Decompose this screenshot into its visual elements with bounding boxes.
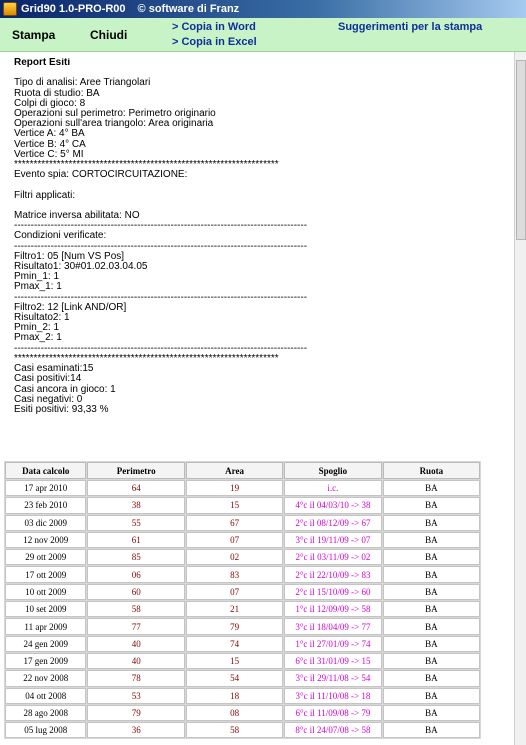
suggerimenti-link[interactable]: Suggerimenti per la stampa [338, 21, 483, 33]
cell-data-calcolo: 11 apr 2009 [5, 618, 86, 634]
cell-perimetro: 40 [87, 636, 184, 652]
cell-spoglio: 6°c il 11/09/08 -> 79 [284, 705, 381, 721]
cell-perimetro: 79 [87, 705, 184, 721]
cell-spoglio: 2°c il 08/12/09 -> 67 [284, 515, 381, 531]
table-row [5, 636, 480, 652]
cell-spoglio: 4°c il 04/03/10 -> 38 [284, 497, 381, 513]
cell-perimetro: 61 [87, 532, 184, 548]
cell-spoglio: 3°c il 29/11/08 -> 54 [284, 670, 381, 686]
table-row [5, 584, 480, 600]
cell-area: 21 [186, 601, 283, 617]
cell-area: 02 [186, 549, 283, 565]
cell-area: 79 [186, 618, 283, 634]
cell-data-calcolo: 10 ott 2009 [5, 584, 86, 600]
header-ruota: Ruota [383, 462, 480, 479]
cell-spoglio: 1°c il 27/01/09 -> 74 [284, 636, 381, 652]
cell-area: 19 [186, 480, 283, 496]
table-row [5, 688, 480, 704]
cell-area: 15 [186, 497, 283, 513]
cell-area: 08 [186, 705, 283, 721]
cell-spoglio: 3°c il 19/11/09 -> 07 [284, 532, 381, 548]
cell-area: 74 [186, 636, 283, 652]
cell-spoglio: 6°c il 31/01/09 -> 15 [284, 653, 381, 669]
table-row [5, 653, 480, 669]
cell-data-calcolo: 17 apr 2010 [5, 480, 86, 496]
results-table [4, 461, 481, 739]
window-subtitle: © software di Franz [137, 3, 240, 15]
table-row [5, 480, 480, 496]
cell-ruota: BA [383, 584, 480, 600]
cell-data-calcolo: 29 ott 2009 [5, 549, 86, 565]
cell-ruota: BA [383, 497, 480, 513]
cell-ruota: BA [383, 705, 480, 721]
menu-bar [0, 18, 526, 52]
cell-perimetro: 55 [87, 515, 184, 531]
cell-ruota: BA [383, 670, 480, 686]
cell-ruota: BA [383, 549, 480, 565]
table-row [5, 618, 480, 634]
app-icon [3, 2, 17, 16]
table-row [5, 705, 480, 721]
cell-area: 18 [186, 688, 283, 704]
table-row [5, 670, 480, 686]
cell-area: 58 [186, 722, 283, 738]
header-area: Area [186, 462, 283, 479]
cell-ruota: BA [383, 636, 480, 652]
cell-perimetro: 78 [87, 670, 184, 686]
cell-data-calcolo: 23 feb 2010 [5, 497, 86, 513]
cell-spoglio: i.c. [284, 480, 381, 496]
cell-perimetro: 53 [87, 688, 184, 704]
table-row [5, 532, 480, 548]
cell-spoglio: 3°c il 11/10/08 -> 18 [284, 688, 381, 704]
cell-perimetro: 77 [87, 618, 184, 634]
table-row [5, 515, 480, 531]
cell-spoglio: 2°c il 15/10/09 -> 60 [284, 584, 381, 600]
cell-area: 15 [186, 653, 283, 669]
cell-perimetro: 58 [87, 601, 184, 617]
table-row [5, 566, 480, 582]
report-title: Report Esiti [14, 58, 71, 68]
table-row [5, 722, 480, 738]
cell-ruota: BA [383, 618, 480, 634]
copia-excel-link[interactable]: > Copia in Excel [172, 36, 257, 48]
cell-area: 67 [186, 515, 283, 531]
chiudi-button[interactable]: Chiudi [90, 28, 128, 42]
scrollbar-thumb[interactable] [516, 60, 526, 240]
cell-ruota: BA [383, 532, 480, 548]
cell-spoglio: 8°c il 24/07/08 -> 58 [284, 722, 381, 738]
header-spoglio: Spoglio [284, 462, 381, 479]
cell-perimetro: 85 [87, 549, 184, 565]
cell-data-calcolo: 24 gen 2009 [5, 636, 86, 652]
cell-ruota: BA [383, 601, 480, 617]
cell-perimetro: 64 [87, 480, 184, 496]
report-body: Tipo di analisi: Aree Triangolari Ruota di studio: BA Colpi di gioco: 8 Operazioni sul perimetro: Perimetro originario Operazioni sull'area triangolo: Area originaria Vertice A: 4° BA Vertice B: 4° CA Vertice C: 5° MI ******************************************************************** Evento spia: CORTOCIRCUITAZIONE: Filtri applicati: Matrice inversa abilitata: NO ---------------------------------------------------------------------------------------- Condizioni verificate: ---------------------------------------------------------------------------------------- Filtro1: 05 [Num VS Pos] Risultato1: 30#01.02.03.04.05 Pmin_1: 1 Pmax_1: 1 ---------------------------------------------------------------------------------------- Filtro2: 12 [Link AND/OR] Risultato2: 1 Pmin_2: 1 Pmax_2: 1 ---------------------------------------------------------------------------------------- ******************************************************************** Casi esaminati:15 Casi positivi:14 Casi ancora in gioco: 1 Casi negativi: 0 Esiti positivi: 93,33 % [14, 77, 308, 415]
cell-perimetro: 60 [87, 584, 184, 600]
cell-perimetro: 40 [87, 653, 184, 669]
cell-ruota: BA [383, 566, 480, 582]
cell-ruota: BA [383, 688, 480, 704]
cell-data-calcolo: 10 set 2009 [5, 601, 86, 617]
cell-area: 54 [186, 670, 283, 686]
stampa-button[interactable]: Stampa [12, 28, 56, 42]
header-data-calcolo: Data calcolo [5, 462, 86, 479]
table-row [5, 549, 480, 565]
cell-ruota: BA [383, 722, 480, 738]
report-text [14, 58, 514, 415]
cell-ruota: BA [383, 515, 480, 531]
cell-perimetro: 38 [87, 497, 184, 513]
window-title: Grid90 1.0-PRO-R00 [21, 3, 126, 15]
cell-data-calcolo: 03 dic 2009 [5, 515, 86, 531]
cell-perimetro: 36 [87, 722, 184, 738]
cell-data-calcolo: 22 nov 2008 [5, 670, 86, 686]
cell-area: 83 [186, 566, 283, 582]
table-row [5, 601, 480, 617]
cell-data-calcolo: 28 ago 2008 [5, 705, 86, 721]
cell-data-calcolo: 17 gen 2009 [5, 653, 86, 669]
cell-data-calcolo: 05 lug 2008 [5, 722, 86, 738]
table-header-row [5, 462, 480, 479]
cell-spoglio: 2°c il 22/10/09 -> 83 [284, 566, 381, 582]
table-row [5, 497, 480, 513]
cell-spoglio: 1°c il 12/09/09 -> 58 [284, 601, 381, 617]
cell-data-calcolo: 04 ott 2008 [5, 688, 86, 704]
cell-data-calcolo: 12 nov 2009 [5, 532, 86, 548]
cell-area: 07 [186, 584, 283, 600]
cell-area: 07 [186, 532, 283, 548]
cell-spoglio: 2°c il 03/11/09 -> 02 [284, 549, 381, 565]
cell-ruota: BA [383, 653, 480, 669]
vertical-scrollbar[interactable] [514, 52, 526, 745]
copia-word-link[interactable]: > Copia in Word [172, 21, 256, 33]
cell-perimetro: 06 [87, 566, 184, 582]
header-perimetro: Perimetro [87, 462, 184, 479]
window-titlebar [0, 0, 526, 18]
cell-ruota: BA [383, 480, 480, 496]
cell-data-calcolo: 17 ott 2009 [5, 566, 86, 582]
cell-spoglio: 3°c il 18/04/09 -> 77 [284, 618, 381, 634]
